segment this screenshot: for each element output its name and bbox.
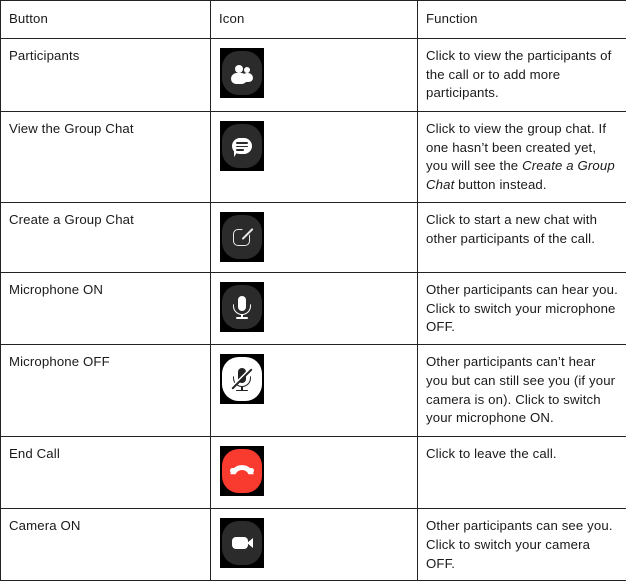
bubble-line-3 — [236, 149, 244, 151]
function-text-main: Click to start a new chat with other participants of the call. — [426, 212, 597, 246]
handset-glyph — [220, 446, 264, 496]
icon-padding — [211, 509, 417, 577]
cell-button-name — [1, 39, 211, 112]
microphone-muted-glyph — [220, 354, 264, 404]
table-header-row — [1, 1, 626, 39]
function-text-main: Click to leave the call. — [426, 446, 557, 461]
table-row — [1, 437, 626, 509]
compose-glyph — [220, 212, 264, 262]
microphone-on-icon[interactable] — [220, 282, 264, 332]
camera-on-icon[interactable] — [220, 518, 264, 568]
cell-function-description — [418, 509, 626, 581]
function-text-main: Other participants can hear you. Click to switch your microphone OFF. — [426, 282, 618, 334]
table-row — [1, 112, 626, 203]
group-chat-icon[interactable] — [220, 121, 264, 171]
function-description — [418, 203, 626, 255]
icon-padding — [211, 273, 417, 341]
header-cell-icon — [211, 1, 418, 39]
microphone-off-icon[interactable] — [220, 354, 264, 404]
icon-padding — [211, 112, 417, 180]
people-glyph — [220, 48, 264, 98]
cell-function-description — [418, 272, 626, 344]
header-cell-button — [1, 1, 211, 39]
button-label: Microphone OFF — [1, 345, 210, 379]
person-large-body — [231, 73, 247, 84]
mic-base — [236, 390, 248, 392]
function-description — [418, 112, 626, 202]
video-camera-glyph — [220, 518, 264, 568]
icon-padding — [211, 203, 417, 271]
column-header-function: Function — [418, 1, 626, 36]
cell-function-description — [418, 345, 626, 437]
cell-icon — [211, 345, 418, 437]
cell-function-description — [418, 437, 626, 509]
cell-function-description — [418, 202, 626, 272]
chat-bubble-glyph — [220, 121, 264, 171]
camera-body — [232, 537, 248, 549]
participants-icon[interactable] — [220, 48, 264, 98]
table-row — [1, 39, 626, 112]
function-text-main: Other participants can see you. Click to switch your camera OFF. — [426, 518, 613, 570]
microphone-glyph — [220, 282, 264, 332]
cell-icon — [211, 112, 418, 203]
camera-lens — [247, 538, 253, 548]
mic-base — [236, 317, 248, 319]
button-label: Microphone ON — [1, 273, 210, 307]
function-description — [418, 437, 626, 471]
end-call-icon[interactable] — [220, 446, 264, 496]
cell-button-name — [1, 437, 211, 509]
cell-button-name — [1, 202, 211, 272]
cell-icon — [211, 272, 418, 344]
function-text-main: Click to view the participants of the call or to add more participants. — [426, 48, 611, 100]
function-description — [418, 39, 626, 110]
column-header-button: Button — [1, 1, 210, 36]
cell-button-name — [1, 272, 211, 344]
cell-icon — [211, 437, 418, 509]
cell-icon — [211, 509, 418, 581]
cell-icon — [211, 39, 418, 112]
header-cell-function — [418, 1, 626, 39]
function-description — [418, 509, 626, 580]
function-text-main: Click to view the group chat. If one hasn’t been created yet, you will see the — [426, 121, 606, 173]
table-row — [1, 272, 626, 344]
function-text-tail: button instead. — [454, 177, 546, 192]
column-header-icon: Icon — [211, 1, 417, 36]
cell-icon — [211, 202, 418, 272]
cell-button-name — [1, 112, 211, 203]
icon-padding — [211, 345, 417, 413]
function-text-emphasis: Create a Group Chat — [426, 158, 615, 192]
cell-button-name — [1, 345, 211, 437]
cell-function-description — [418, 112, 626, 203]
handset-body — [230, 465, 254, 481]
button-label: Camera ON — [1, 509, 210, 543]
cell-button-name — [1, 509, 211, 581]
button-label: End Call — [1, 437, 210, 471]
button-label: Participants — [1, 39, 210, 73]
function-text-main: Other participants can’t hear you but can still see you (if your camera is on). Click to switch your microphone ON. — [426, 354, 615, 425]
person-large-head — [235, 65, 243, 73]
table-row — [1, 345, 626, 437]
create-group-chat-icon[interactable] — [220, 212, 264, 262]
table-row — [1, 509, 626, 581]
function-description — [418, 273, 626, 344]
icon-padding — [211, 39, 417, 107]
bubble-line-1 — [236, 142, 248, 144]
table-row — [1, 202, 626, 272]
cell-function-description — [418, 39, 626, 112]
icon-padding — [211, 437, 417, 505]
function-description — [418, 345, 626, 435]
bubble-line-2 — [236, 146, 248, 148]
button-label: Create a Group Chat — [1, 203, 210, 237]
button-label: View the Group Chat — [1, 112, 210, 146]
